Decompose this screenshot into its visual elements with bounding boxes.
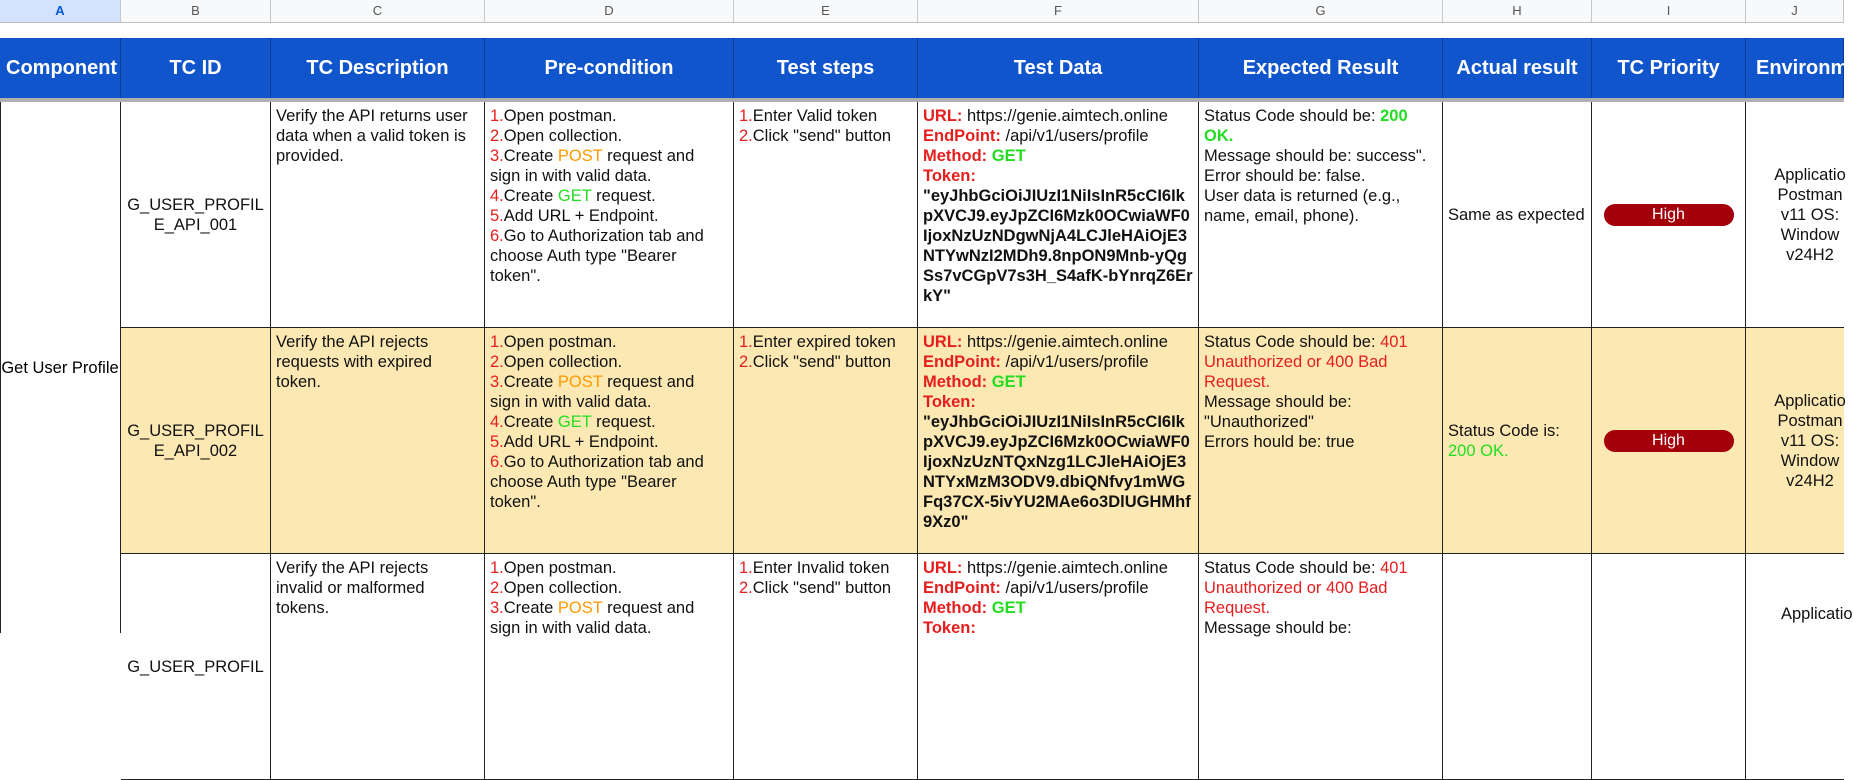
tc-id-cell[interactable]: G_USER_PROFILE_API_001 xyxy=(121,102,271,328)
expected-result-cell[interactable]: Status Code should be: 200 OK. Message should be: success". Error should be: false. User data is returned (e.g., name, email, phone). xyxy=(1199,102,1443,328)
table-row xyxy=(0,102,1844,328)
precondition-cell[interactable]: 1.Open postman. 2.Open collection. 3.Create POST request and sign in with valid data. 4.Create GET request. 5.Add URL + Endpoint. 6.Go to Authorization tab and choose Auth type "Bearer token". xyxy=(485,328,734,554)
column-header-d[interactable]: D xyxy=(485,0,734,22)
table-row xyxy=(0,328,1844,554)
test-data-cell[interactable]: URL: https://genie.aimtech.online EndPoint: /api/v1/users/profile Method: GET Token: "eyJhbGciOiJIUzI1NiIsInR5cCI6IkpXVCJ9.eyJpZCI6Mzk0OCwiaWF0IjoxNzUzNDgwNjA4LCJleHAiOjE3NTYwNzI2MDh9.8npON9Mnb-yQgSs7vCGpV7s3H_S4afK-bYnrqZ6ErkY" xyxy=(918,102,1199,328)
column-header-f[interactable]: F xyxy=(918,0,1199,22)
environment-cell[interactable]: Applicatio Postman v11 OS: Window v24H2 xyxy=(1746,328,1844,554)
table-left-border xyxy=(0,102,1,633)
actual-result-cell[interactable] xyxy=(1443,554,1592,780)
expected-result-cell[interactable]: Status Code should be: 401 Unauthorized or 400 Bad Request. Message should be: xyxy=(1199,554,1443,780)
environment-cell[interactable]: Applicatio Postman v11 OS: Window v24H2 xyxy=(1746,102,1844,328)
header-pre-condition[interactable]: Pre-condition xyxy=(485,38,734,98)
column-header-i[interactable]: I xyxy=(1592,0,1746,22)
header-test-data[interactable]: Test Data xyxy=(918,38,1199,98)
column-header-a[interactable]: A xyxy=(0,0,121,22)
test-steps-cell[interactable]: 1.Enter Valid token 2.Click "send" button xyxy=(734,102,918,328)
header-environment[interactable]: Environm xyxy=(1746,38,1844,98)
expected-result-cell[interactable]: Status Code should be: 401 Unauthorized or 400 Bad Request. Message should be: "Unauthorized" Errors hould be: true xyxy=(1199,328,1443,554)
priority-cell[interactable] xyxy=(1592,554,1746,780)
test-data-cell[interactable]: URL: https://genie.aimtech.online EndPoint: /api/v1/users/profile Method: GET Token: xyxy=(918,554,1199,780)
description-cell[interactable]: Verify the API returns user data when a valid token is provided. xyxy=(271,102,485,328)
actual-result-cell[interactable]: Same as expected xyxy=(1443,102,1592,328)
column-letter-bar xyxy=(0,0,1844,23)
precondition-cell[interactable]: 1.Open postman. 2.Open collection. 3.Create POST request and sign in with valid data. 4.Create GET request. 5.Add URL + Endpoint. 6.Go to Authorization tab and choose Auth type "Bearer token". xyxy=(485,102,734,328)
precondition-cell[interactable]: 1.Open postman. 2.Open collection. 3.Create POST request and sign in with valid data. xyxy=(485,554,734,780)
column-header-b[interactable]: B xyxy=(121,0,271,22)
description-cell[interactable]: Verify the API rejects invalid or malformed tokens. xyxy=(271,554,485,780)
column-header-j[interactable]: J xyxy=(1746,0,1844,22)
environment-cell[interactable]: Applicatio xyxy=(1746,554,1844,780)
actual-result-cell[interactable]: Status Code is: 200 OK. xyxy=(1443,328,1592,554)
tc-id-cell[interactable]: G_USER_PROFILE_API_002 xyxy=(121,328,271,554)
header-tc-description[interactable]: TC Description xyxy=(271,38,485,98)
priority-chip[interactable]: High xyxy=(1604,430,1734,452)
priority-chip[interactable]: High xyxy=(1604,204,1734,226)
test-steps-cell[interactable]: 1.Enter expired token 2.Click "send" button xyxy=(734,328,918,554)
table-row xyxy=(0,554,1853,780)
header-tc-id[interactable]: TC ID xyxy=(121,38,271,98)
priority-cell[interactable] xyxy=(1592,328,1746,554)
tc-id-cell[interactable]: G_USER_PROFIL xyxy=(121,554,271,780)
column-header-h[interactable]: H xyxy=(1443,0,1592,22)
column-header-e[interactable]: E xyxy=(734,0,918,22)
column-header-c[interactable]: C xyxy=(271,0,485,22)
header-actual-result[interactable]: Actual result xyxy=(1443,38,1592,98)
table-header-row xyxy=(0,38,1849,98)
priority-cell[interactable] xyxy=(1592,102,1746,328)
header-expected-result[interactable]: Expected Result xyxy=(1199,38,1443,98)
component-cell[interactable]: Get User Profile xyxy=(0,102,121,633)
test-steps-cell[interactable]: 1.Enter Invalid token 2.Click "send" button xyxy=(734,554,918,780)
header-test-steps[interactable]: Test steps xyxy=(734,38,918,98)
test-data-cell[interactable]: URL: https://genie.aimtech.online EndPoint: /api/v1/users/profile Method: GET Token: "eyJhbGciOiJIUzI1NiIsInR5cCI6IkpXVCJ9.eyJpZCI6Mzk0OCwiaWF0IjoxNzUzNTQxNzg1LCJleHAiOjE3NTYxMzM3ODV9.dbiQNfvy1mWGFq37CX-5ivYU2MAe6o3DlUGHMhf9Xz0" xyxy=(918,328,1199,554)
header-tc-priority[interactable]: TC Priority xyxy=(1592,38,1746,98)
header-component[interactable]: Component xyxy=(0,38,121,98)
column-header-g[interactable]: G xyxy=(1199,0,1443,22)
description-cell[interactable]: Verify the API rejects requests with expired token. xyxy=(271,328,485,554)
